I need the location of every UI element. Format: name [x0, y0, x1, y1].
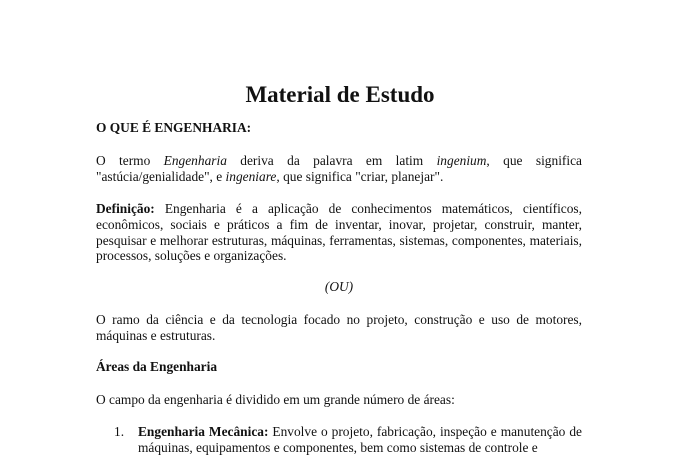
definition-label: Definição: [96, 201, 155, 216]
etymology-term-ingeniare: ingeniare [225, 168, 277, 184]
definition-paragraph [96, 201, 582, 264]
areas-intro-paragraph: O campo da engenharia é dividido em um grande número de áreas: [96, 392, 455, 407]
etymology-text-3: , que significa "astúcia/genialidade", e [96, 153, 582, 184]
list-item-body [138, 424, 582, 456]
page-title: Material de Estudo [245, 82, 435, 107]
list-item-text: Envolve o projeto, fabricação, inspeção e manutenção de máquinas, equipamentos e componentes, bem como sistemas de controle e [138, 424, 582, 455]
etymology-term-engenharia: Engenharia [163, 153, 227, 168]
etymology-text-4: , que significa "criar, planejar". [276, 168, 444, 184]
section-heading-what-is: O QUE É ENGENHARIA: [96, 120, 252, 135]
section-heading-areas: Áreas da Engenharia [96, 359, 218, 374]
etymology-term-ingenium: ingenium [436, 153, 487, 168]
definition-text: Engenharia é a aplicação de conhecimentos matemáticos, científicos, econômicos, sociais e práticos a fim de inventar, inovar, projetar, construir, manter, pesquisar e melhorar estruturas, máquinas, ferramentas, sistemas, componentes, materiais, processos, soluções e organizações. [96, 201, 582, 264]
alternative-definition-paragraph: O ramo da ciência e da tecnologia focado no projeto, construção e uso de motores, máquinas e estruturas. [96, 312, 582, 343]
list-item-label: Engenharia Mecânica: [138, 424, 269, 439]
or-marker: (OU) [324, 279, 354, 294]
etymology-text-1: O termo [96, 153, 164, 168]
etymology-paragraph [96, 153, 582, 185]
etymology-text-2: deriva da palavra em latim [226, 153, 437, 168]
list-item-number: 1. [114, 424, 125, 439]
